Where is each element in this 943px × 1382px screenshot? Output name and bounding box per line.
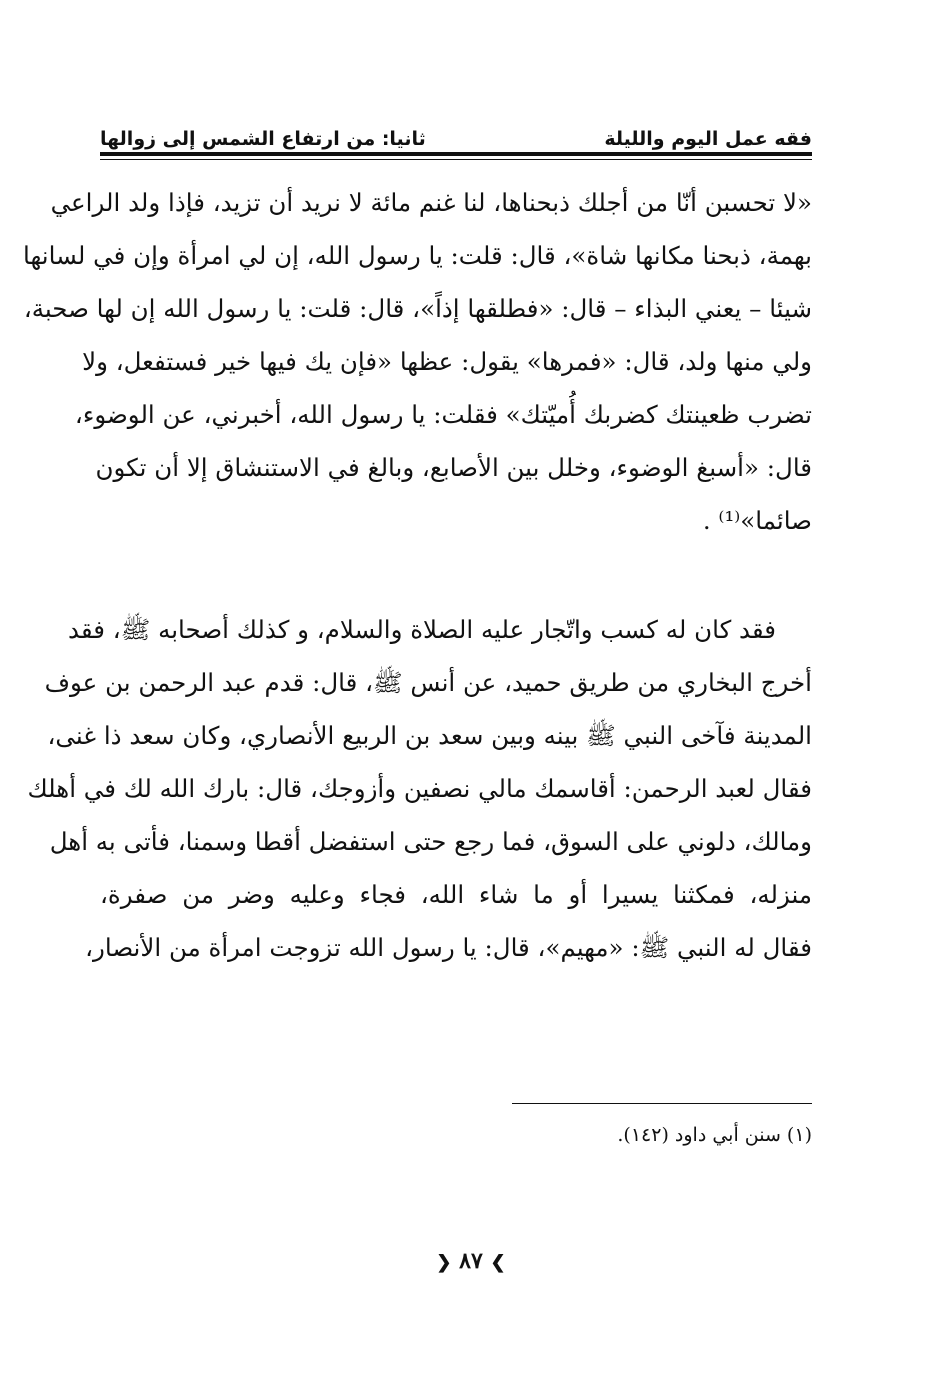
page-number: ٨٧ (459, 1248, 483, 1274)
text-line: فقال لعبد الرحمن: أقاسمك مالي نصفين وأزوجك، قال: بارك الله لك في أهلك (27, 774, 812, 803)
running-header (100, 118, 812, 150)
text-line: فقد كان له كسب واتّجار عليه الصلاة والسلام، و كذلك أصحابه ﷺ، فقد (68, 615, 776, 644)
footnote: (١) سنن أبي داود (١٤٢). (617, 1124, 812, 1146)
ornament-icon: ❮ (436, 1252, 452, 1273)
text-line: أخرج البخاري من طريق حميد، عن أنس ﷺ، قال: قدم عبد الرحمن بن عوف (44, 668, 812, 697)
text-line: شيئا – يعني البذاء – قال: «فطلقها إذاً»، قال: قلت: يا رسول الله إن لها صحبة، (23, 294, 812, 323)
text-line: ولي منها ولد، قال: «فمرها» يقول: عظها «فإن يك فيها خير فستفعل، ولا (82, 347, 812, 376)
text-line: «لا تحسبن أنّا من أجلك ذبحناها، لنا غنم مائة لا نريد أن تزيد، فإذا ولد الراعي (50, 188, 812, 217)
page-number-block (371, 1248, 571, 1274)
paragraph-gap (100, 547, 812, 603)
text-line: المدينة فآخى النبي ﷺ بينه وبين سعد بن الربيع الأنصاري، وكان سعد ذا غنى، (47, 721, 812, 750)
header-rule-thick (100, 152, 812, 156)
text-line: قال: «أسبغ الوضوء، وخلل بين الأصابع، وبالغ في الاستنشاق إلا أن تكون (95, 453, 812, 482)
text-line: فقال له النبي ﷺ: «مهيم»، قال: يا رسول الله تزوجت امرأة من الأنصار، (85, 933, 812, 962)
text-line: منزله، فمكثنا يسيرا أو ما شاء الله، فجاء وعليه وضر من صفرة، (100, 880, 812, 909)
text-line: ومالك، دلوني على السوق، فما رجع حتى استفضل أقطا وسمنا، فأتى به أهل (49, 827, 812, 856)
ornament-icon: ❯ (490, 1252, 506, 1273)
footnote-separator (512, 1103, 812, 1104)
text-line: صائما»⁽¹⁾ . (702, 506, 812, 535)
text-line: بهمة، ذبحنا مكانها شاة»، قال: قلت: يا رسول الله، إن لي امرأة وإن في لسانها (23, 241, 812, 270)
text-line: تضرب ظعينتك كضربك أُميّتك» فقلت: يا رسول الله، أخبرني، عن الوضوء، (74, 400, 812, 429)
section-title: ثانيا: من ارتفاع الشمس إلى زوالها (100, 128, 426, 150)
main-text (23, 176, 812, 974)
header-rule-thin (100, 159, 812, 160)
book-title: فقه عمل اليوم والليلة (604, 128, 812, 150)
